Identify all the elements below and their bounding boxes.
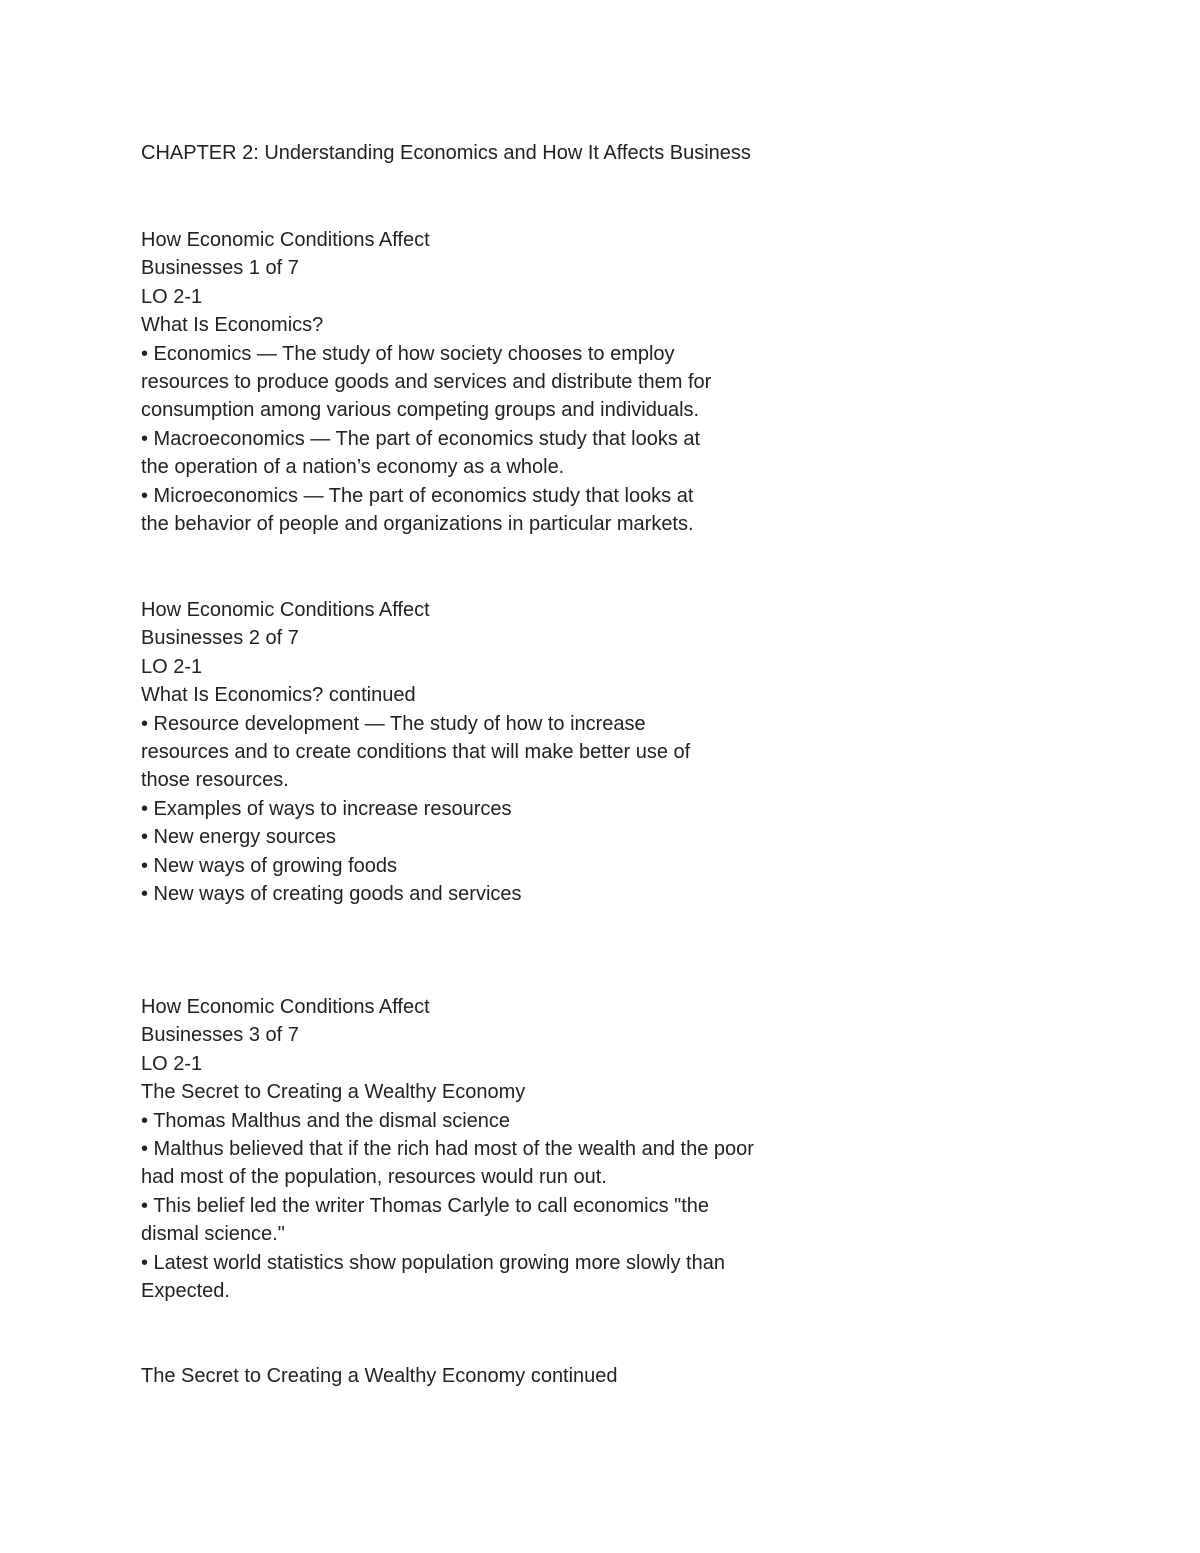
- section-subheading: Businesses 1 of 7: [141, 257, 299, 280]
- text-line: dismal science.": [141, 1223, 285, 1246]
- bullet-line: • Malthus believed that if the rich had most of the wealth and the poor: [141, 1138, 754, 1161]
- section-4: [141, 1362, 841, 1390]
- learning-objective: LO 2-1: [141, 655, 203, 678]
- bullet-line: • New ways of creating goods and services: [141, 883, 522, 906]
- section-heading: How Economic Conditions Affect: [141, 996, 430, 1018]
- topic-title: What Is Economics? continued: [141, 684, 416, 707]
- text-line: Expected.: [141, 1280, 230, 1303]
- section-heading: How Economic Conditions Affect: [141, 599, 430, 621]
- bullet-line: • New ways of growing foods: [141, 854, 398, 877]
- text-line: the operation of a nation’s economy as a whole.: [141, 456, 565, 479]
- section-2: [141, 596, 841, 908]
- text-line: the behavior of people and organizations in particular markets.: [141, 513, 694, 536]
- text-line: consumption among various competing groups and individuals.: [141, 399, 700, 422]
- bullet-line: • Thomas Malthus and the dismal science: [141, 1109, 511, 1132]
- bullet-line: • Macroeconomics — The part of economics study that looks at: [141, 427, 701, 450]
- learning-objective: LO 2-1: [141, 285, 203, 308]
- text-line: resources to produce goods and services and distribute them for: [141, 371, 712, 394]
- section-1: [141, 226, 841, 538]
- chapter-title: CHAPTER 2: Understanding Economics and How It Affects Business: [141, 142, 751, 164]
- bullet-line: • New energy sources: [141, 826, 336, 849]
- text-line: resources and to create conditions that will make better use of: [141, 741, 691, 764]
- bullet-line: • This belief led the writer Thomas Carlyle to call economics "the: [141, 1194, 710, 1217]
- text-line: those resources.: [141, 769, 289, 792]
- topic-title: What Is Economics?: [141, 314, 324, 337]
- bullet-line: • Microeconomics — The part of economics study that looks at: [141, 484, 694, 507]
- bullet-line: • Economics — The study of how society chooses to employ: [141, 342, 675, 365]
- section-heading: How Economic Conditions Affect: [141, 229, 430, 251]
- section-subheading: Businesses 2 of 7: [141, 627, 299, 650]
- topic-title: The Secret to Creating a Wealthy Economy: [141, 1081, 526, 1104]
- section-subheading: Businesses 3 of 7: [141, 1024, 299, 1047]
- section-3: [141, 993, 841, 1305]
- bullet-line: • Examples of ways to increase resources: [141, 797, 512, 820]
- topic-title: The Secret to Creating a Wealthy Economy continued: [141, 1365, 618, 1387]
- learning-objective: LO 2-1: [141, 1052, 203, 1075]
- bullet-line: • Latest world statistics show population growing more slowly than: [141, 1251, 725, 1274]
- text-line: had most of the population, resources would run out.: [141, 1166, 607, 1189]
- bullet-line: • Resource development — The study of how to increase: [141, 712, 646, 735]
